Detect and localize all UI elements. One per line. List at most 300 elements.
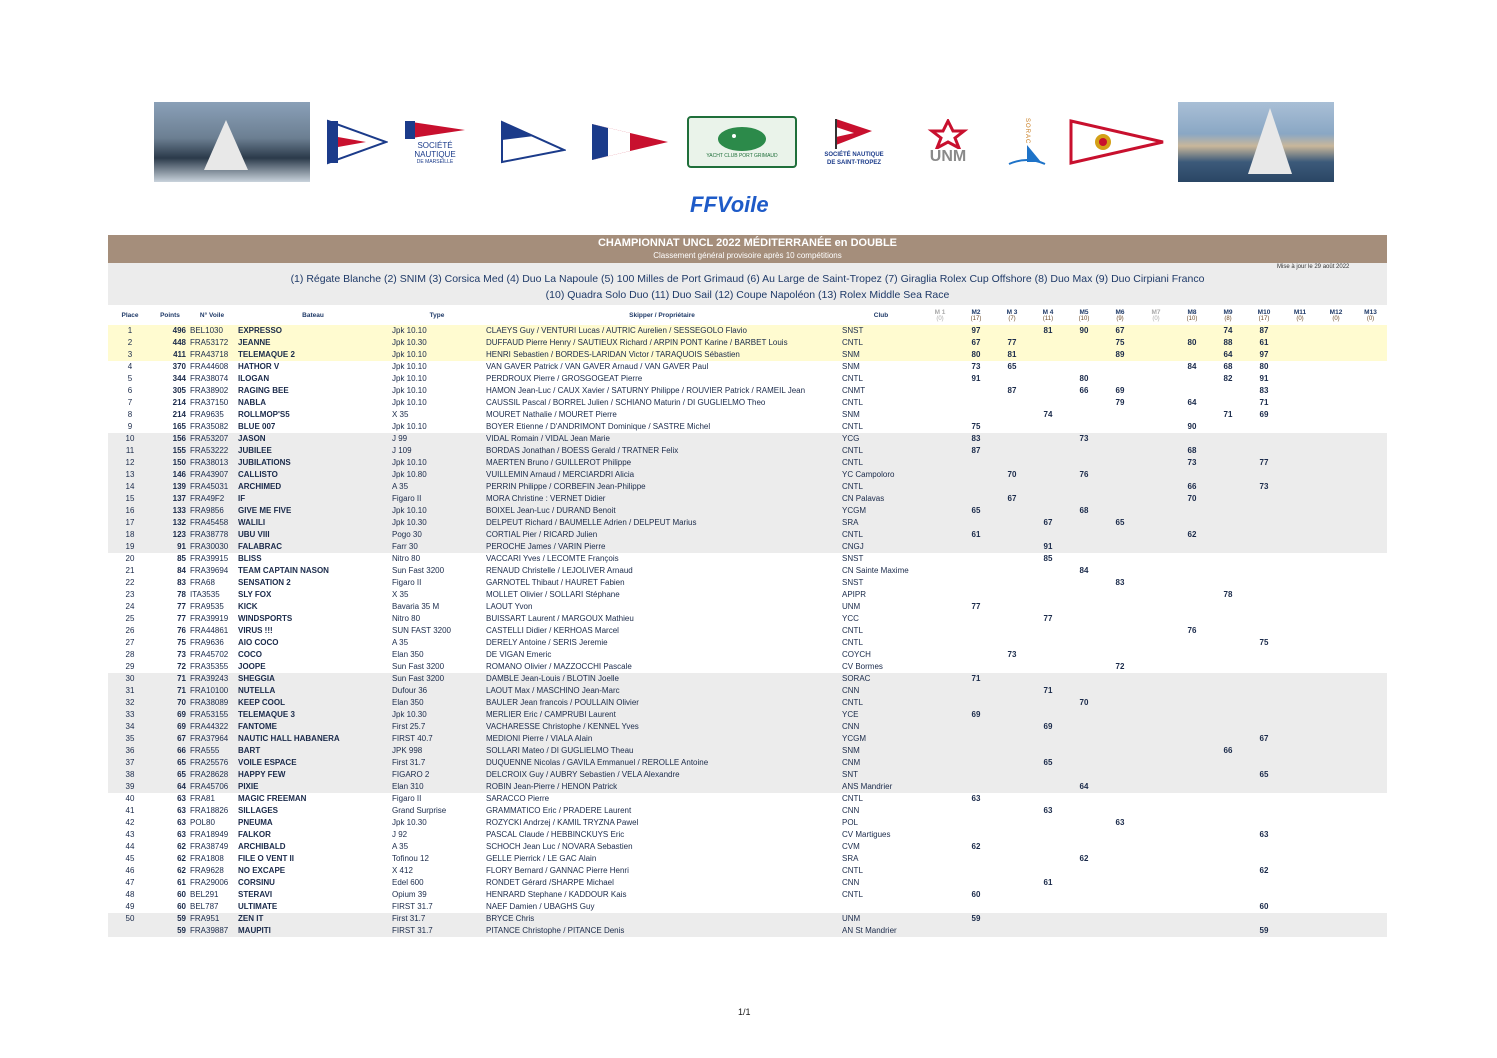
sail-number-cell: FRA53222 <box>188 445 236 457</box>
points-cell: 75 <box>177 638 186 647</box>
score-m12-cell <box>1318 793 1354 805</box>
score-m12-cell <box>1318 517 1354 529</box>
score-m6-cell <box>1102 457 1138 469</box>
score-m12-cell <box>1318 877 1354 889</box>
place-cell: 37 <box>108 757 152 769</box>
score-m13-cell <box>1354 913 1387 925</box>
header-club: Club <box>873 311 889 319</box>
score-m3-cell <box>994 421 1030 433</box>
score-m8-cell <box>1174 565 1210 577</box>
place-cell: 48 <box>125 890 135 899</box>
type-cell: Pogo 30 <box>390 529 484 541</box>
score-m6-cell <box>1102 541 1138 553</box>
type-cell: FIGARO 2 <box>390 769 484 781</box>
type-cell: Dufour 36 <box>390 685 484 697</box>
type-cell: Figaro II <box>392 578 422 587</box>
score-m12-cell <box>1318 805 1354 817</box>
club-cell: CNTL <box>840 457 922 469</box>
score-m12-cell <box>1318 781 1354 793</box>
score-m8-cell: 76 <box>1187 626 1197 635</box>
score-m10-cell: 83 <box>1259 386 1269 395</box>
score-m4-cell <box>1030 745 1066 757</box>
score-m10-cell <box>1246 709 1282 721</box>
score-m6-cell <box>1102 877 1138 889</box>
header-m-count: (9) <box>1116 315 1124 322</box>
type-cell: Farr 30 <box>390 541 484 553</box>
points-cell: 64 <box>152 781 188 793</box>
score-m6-cell: 63 <box>1115 818 1125 827</box>
score-m2-cell <box>958 385 994 397</box>
type-cell: Jpk 10.10 <box>390 505 484 517</box>
table-row <box>108 613 1387 625</box>
table-row <box>108 361 1387 373</box>
score-m3-cell <box>994 529 1030 541</box>
place-cell: 20 <box>125 554 135 563</box>
boat-name-cell: FILE O VENT II <box>238 854 295 863</box>
score-m12-cell <box>1318 445 1354 457</box>
score-m5-cell <box>1066 637 1102 649</box>
header-m-label: M2 <box>971 308 981 316</box>
skipper-cell: LAOUT Yvon <box>486 602 533 611</box>
score-m4-cell <box>1030 397 1066 409</box>
boat-name-cell: BART <box>236 745 390 757</box>
score-m10-cell <box>1246 553 1282 565</box>
header-m2 <box>958 305 994 325</box>
score-m7-cell <box>1138 793 1174 805</box>
club-cell: CNTL <box>840 445 922 457</box>
score-m5-cell <box>1066 409 1102 421</box>
score-m8-cell <box>1174 889 1210 901</box>
type-cell: J 92 <box>392 830 408 839</box>
sail-number-cell: FRA30030 <box>188 541 236 553</box>
table-row <box>108 877 1387 889</box>
score-m11-cell <box>1282 349 1318 361</box>
score-m11-cell <box>1282 625 1318 637</box>
score-m11-cell <box>1282 673 1318 685</box>
score-m11-cell <box>1282 397 1318 409</box>
score-m6-cell <box>1102 421 1138 433</box>
type-cell: Jpk 10.10 <box>390 457 484 469</box>
points-cell: 63 <box>177 806 186 815</box>
place-cell: 31 <box>108 685 152 697</box>
type-cell: Jpk 10.10 <box>390 325 484 337</box>
score-m8-cell <box>1174 817 1210 829</box>
score-m9-cell <box>1210 769 1246 781</box>
score-m13-cell <box>1354 445 1387 457</box>
score-m12-cell <box>1318 769 1354 781</box>
score-m2-cell <box>958 769 994 781</box>
score-m13-cell <box>1354 697 1387 709</box>
score-m11-cell <box>1282 469 1318 481</box>
score-m3-cell <box>994 601 1030 613</box>
score-m6-cell <box>1102 481 1138 493</box>
score-m9-cell <box>1210 601 1246 613</box>
score-m8-cell <box>1174 829 1210 841</box>
score-m7-cell <box>1138 517 1174 529</box>
header-bateau: Bateau <box>302 311 324 319</box>
boat-name-cell: AIO COCO <box>238 638 279 647</box>
score-m7-cell <box>1138 541 1174 553</box>
score-m2-cell <box>958 697 994 709</box>
tricolor-pennant-logo <box>590 102 670 182</box>
score-m2-cell <box>958 517 994 529</box>
score-m7-cell <box>1138 529 1174 541</box>
score-m10-cell <box>1246 685 1282 697</box>
score-m3-cell <box>994 661 1030 673</box>
score-m13-cell <box>1354 769 1387 781</box>
score-m11-cell <box>1282 373 1318 385</box>
score-m2-cell <box>958 757 994 769</box>
points-cell: 66 <box>152 745 188 757</box>
score-m13-cell <box>1354 433 1387 445</box>
boat-name-cell: JUBILATIONS <box>236 457 390 469</box>
table-row <box>108 913 1387 925</box>
points-cell: 71 <box>152 685 188 697</box>
skipper-cell: GARNOTEL Thibaut / HAURET Fabien <box>486 578 625 587</box>
score-m6-cell <box>1102 493 1138 505</box>
club-cell: CNN <box>842 806 860 815</box>
score-m2-cell <box>958 733 994 745</box>
header-m-label: M8 <box>1187 308 1197 316</box>
place-cell: 3 <box>108 349 152 361</box>
score-m12-cell <box>1318 709 1354 721</box>
score-m4-cell <box>1030 469 1066 481</box>
regattas-line-2: (10) Quadra Solo Duo (11) Duo Sail (12) Coupe Napoléon (13) Rolex Middle Sea Race <box>545 289 950 301</box>
type-cell: Tofinou 12 <box>392 854 429 863</box>
page-number: 1/1 <box>738 1007 751 1017</box>
score-m11-cell <box>1282 361 1318 373</box>
score-m12-cell <box>1318 421 1354 433</box>
skipper-cell: CLAEYS Guy / VENTURI Lucas / AUTRIC Aurelien / SESSEGOLO Flavio <box>484 325 840 337</box>
score-m2-cell: 67 <box>958 337 994 349</box>
score-m5-cell <box>1066 493 1102 505</box>
score-m12-cell <box>1318 853 1354 865</box>
score-m9-cell <box>1210 877 1246 889</box>
score-m1-cell <box>922 601 958 613</box>
score-m10-cell <box>1246 613 1282 625</box>
club-cell: SNM <box>840 349 922 361</box>
score-m9-cell: 64 <box>1210 349 1246 361</box>
score-m11-cell <box>1282 769 1318 781</box>
score-m7-cell <box>1138 889 1174 901</box>
skipper-cell: VIDAL Romain / VIDAL Jean Marie <box>484 433 840 445</box>
points-cell: 62 <box>177 842 186 851</box>
snm-logo <box>400 102 470 182</box>
score-m10-cell: 65 <box>1246 769 1282 781</box>
score-m13-cell <box>1354 373 1387 385</box>
score-m12-cell <box>1318 481 1354 493</box>
table-row <box>108 541 1387 553</box>
place-cell: 25 <box>125 614 135 623</box>
score-m3-cell: 81 <box>994 349 1030 361</box>
score-m5-cell <box>1066 841 1102 853</box>
place-cell: 38 <box>108 769 152 781</box>
score-m9-cell <box>1210 697 1246 709</box>
score-m4-cell <box>1030 817 1066 829</box>
table-row <box>108 661 1387 673</box>
points-cell: 77 <box>177 602 186 611</box>
score-m6-cell <box>1102 733 1138 745</box>
score-m8-cell <box>1174 661 1210 673</box>
points-cell: 63 <box>177 794 186 803</box>
score-m7-cell <box>1138 685 1174 697</box>
table-row <box>108 685 1387 697</box>
skipper-cell: CASTELLI Didier / KERHOAS Marcel <box>486 626 619 635</box>
score-m7-cell <box>1138 553 1174 565</box>
table-row <box>108 445 1387 457</box>
score-m2-cell <box>958 457 994 469</box>
table-row <box>108 457 1387 469</box>
score-m5-cell <box>1066 481 1102 493</box>
score-m8-cell: 84 <box>1187 362 1197 371</box>
score-m12-cell <box>1318 589 1354 601</box>
club-cell: SNST <box>842 554 864 563</box>
score-m3-cell <box>994 505 1030 517</box>
skipper-cell: BUISSART Laurent / MARGOUX Mathieu <box>486 614 634 623</box>
place-cell: 2 <box>108 337 152 349</box>
score-m10-cell: 60 <box>1259 902 1269 911</box>
score-m3-cell <box>994 913 1030 925</box>
sail-number-cell: FRA18949 <box>190 830 229 839</box>
club-cell: CNGJ <box>840 541 922 553</box>
score-m2-cell <box>958 469 994 481</box>
skipper-cell: CORTIAL Pier / RICARD Julien <box>484 529 840 541</box>
score-m13-cell <box>1354 877 1387 889</box>
header-m12 <box>1318 305 1354 325</box>
type-cell: Edel 600 <box>392 878 424 887</box>
score-m7-cell <box>1138 637 1174 649</box>
table-row <box>108 709 1387 721</box>
score-m3-cell: 73 <box>1007 650 1017 659</box>
club-cell: CNN <box>842 878 860 887</box>
score-m12-cell <box>1318 625 1354 637</box>
score-m10-cell <box>1246 673 1282 685</box>
type-cell: Jpk 10.10 <box>392 422 427 431</box>
score-m8-cell <box>1174 409 1210 421</box>
club-cell: YCG <box>840 433 922 445</box>
score-m8-cell <box>1174 601 1210 613</box>
score-m9-cell <box>1210 661 1246 673</box>
score-m4-cell <box>1030 637 1066 649</box>
score-m12-cell <box>1318 349 1354 361</box>
score-m7-cell <box>1138 493 1174 505</box>
boat-name-cell: PIXIE <box>236 781 390 793</box>
boat-name-cell: ILOGAN <box>238 374 270 383</box>
ffvoile-voile: Voile <box>716 192 769 217</box>
score-m7-cell <box>1138 673 1174 685</box>
score-m3-cell <box>994 793 1030 805</box>
score-m5-cell <box>1066 901 1102 913</box>
score-m10-cell <box>1246 517 1282 529</box>
score-m13-cell <box>1354 709 1387 721</box>
skipper-cell: DUFFAUD Pierre Henry / SAUTIEUX Richard / ARPIN PONT Karine / BARBET Louis <box>484 337 840 349</box>
boat-name-cell: ZEN IT <box>236 913 390 925</box>
place-cell: 14 <box>108 481 152 493</box>
score-m6-cell <box>1102 601 1138 613</box>
table-row <box>108 697 1387 709</box>
score-m10-cell <box>1246 805 1282 817</box>
score-m5-cell: 84 <box>1079 566 1089 575</box>
place-cell: 15 <box>108 493 152 505</box>
score-m11-cell <box>1282 553 1318 565</box>
score-m11-cell <box>1282 457 1318 469</box>
score-m10-cell <box>1246 469 1282 481</box>
skipper-cell: MAERTEN Bruno / GUILLEROT Philippe <box>484 457 840 469</box>
boat-name-cell: FALABRAC <box>236 541 390 553</box>
score-m11-cell <box>1282 829 1318 841</box>
boat-name-cell: UBU VIII <box>236 529 390 541</box>
sail-number-cell: FRA951 <box>188 913 236 925</box>
points-cell: 83 <box>177 578 186 587</box>
score-m6-cell <box>1102 829 1138 841</box>
score-m5-cell <box>1066 421 1102 433</box>
score-m9-cell <box>1210 841 1246 853</box>
boat-name-cell: TELEMAQUE 3 <box>236 709 390 721</box>
score-m11-cell <box>1282 913 1318 925</box>
score-m5-cell: 70 <box>1066 697 1102 709</box>
score-m12-cell <box>1318 673 1354 685</box>
header-m-count: (11) <box>1042 315 1054 322</box>
score-m8-cell: 90 <box>1187 422 1197 431</box>
table-row <box>108 505 1387 517</box>
score-m10-cell: 67 <box>1246 733 1282 745</box>
score-m2-cell: 63 <box>971 794 981 803</box>
score-m4-cell <box>1030 781 1066 793</box>
sail-number-cell: POL80 <box>190 818 215 827</box>
score-m1-cell <box>922 517 958 529</box>
type-cell: Jpk 10.10 <box>390 349 484 361</box>
type-cell: FIRST 31.7 <box>392 902 433 911</box>
type-cell: Elan 350 <box>392 650 424 659</box>
score-m12-cell <box>1318 901 1354 913</box>
score-m12-cell <box>1318 325 1354 337</box>
score-m5-cell <box>1066 877 1102 889</box>
table-row <box>108 529 1387 541</box>
score-m11-cell <box>1282 697 1318 709</box>
score-m1-cell <box>922 685 958 697</box>
score-m13-cell <box>1354 805 1387 817</box>
club-cell: CNTL <box>840 529 922 541</box>
score-m10-cell: 71 <box>1259 398 1269 407</box>
type-cell: Figaro II <box>390 493 484 505</box>
score-m7-cell <box>1138 649 1174 661</box>
type-cell: Sun Fast 3200 <box>390 673 484 685</box>
score-m8-cell <box>1174 469 1210 481</box>
score-m3-cell <box>994 397 1030 409</box>
score-m11-cell <box>1282 601 1318 613</box>
skipper-cell: NAEF Damien / UBAGHS Guy <box>486 902 595 911</box>
score-m10-cell: 63 <box>1259 830 1269 839</box>
score-m5-cell <box>1066 649 1102 661</box>
place-cell: 10 <box>108 433 152 445</box>
score-m5-cell <box>1066 721 1102 733</box>
place-cell: 6 <box>127 386 133 395</box>
sail-number-cell: FRA39887 <box>188 925 236 937</box>
score-m2-cell: 87 <box>958 445 994 457</box>
score-m9-cell <box>1210 565 1246 577</box>
score-m6-cell <box>1102 469 1138 481</box>
score-m13-cell <box>1354 529 1387 541</box>
boat-name-cell: MAUPITI <box>236 925 390 937</box>
sail-number-cell: FRA37964 <box>188 733 236 745</box>
score-m8-cell <box>1174 709 1210 721</box>
score-m4-cell <box>1030 853 1066 865</box>
score-m1-cell <box>922 433 958 445</box>
score-m12-cell <box>1318 553 1354 565</box>
score-m10-cell: 62 <box>1259 866 1269 875</box>
score-m6-cell: 65 <box>1102 517 1138 529</box>
score-m11-cell <box>1282 589 1318 601</box>
score-m5-cell <box>1066 673 1102 685</box>
place-cell: 21 <box>125 566 135 575</box>
score-m1-cell <box>922 781 958 793</box>
club-cell: CN Sainte Maxime <box>842 566 909 575</box>
score-m10-cell <box>1246 781 1282 793</box>
score-m13-cell <box>1354 601 1387 613</box>
club-cell: AN St Mandrier <box>840 925 922 937</box>
sailing-photo-right <box>1178 102 1334 182</box>
table-row <box>108 565 1387 577</box>
score-m2-cell: 65 <box>958 505 994 517</box>
table-row <box>108 637 1387 649</box>
points-cell: 132 <box>152 517 188 529</box>
score-m4-cell <box>1030 769 1066 781</box>
score-m1-cell <box>922 577 958 589</box>
score-m7-cell <box>1138 913 1174 925</box>
snst-text-1: SOCIÉTÉ NAUTIQUE <box>824 152 884 158</box>
score-m13-cell <box>1354 505 1387 517</box>
header-m6 <box>1102 305 1138 325</box>
type-cell: Elan 310 <box>390 781 484 793</box>
place-cell: 34 <box>108 721 152 733</box>
score-m4-cell <box>1030 925 1066 937</box>
score-m9-cell <box>1210 673 1246 685</box>
score-m11-cell <box>1282 421 1318 433</box>
points-cell: 67 <box>152 733 188 745</box>
place-cell: 8 <box>127 410 133 419</box>
header-m-count: (10) <box>1078 315 1090 322</box>
score-m4-cell <box>1030 589 1066 601</box>
score-m4-cell: 65 <box>1030 757 1066 769</box>
score-m9-cell <box>1210 709 1246 721</box>
sail-number-cell: FRA39243 <box>188 673 236 685</box>
score-m1-cell <box>922 409 958 421</box>
place-cell: 13 <box>108 469 152 481</box>
score-m1-cell <box>922 805 958 817</box>
score-m9-cell: 88 <box>1210 337 1246 349</box>
points-cell: 63 <box>177 830 186 839</box>
score-m8-cell <box>1174 325 1210 337</box>
type-cell: Figaro II <box>392 794 422 803</box>
score-m3-cell <box>994 925 1030 937</box>
points-cell: 84 <box>177 566 186 575</box>
score-m11-cell <box>1282 565 1318 577</box>
score-m7-cell <box>1138 469 1174 481</box>
header-m-count: (7) <box>1008 315 1016 322</box>
score-m6-cell <box>1102 853 1138 865</box>
score-m2-cell: 73 <box>971 362 981 371</box>
type-cell: FIRST 40.7 <box>390 733 484 745</box>
score-m9-cell <box>1210 817 1246 829</box>
score-m4-cell <box>1030 673 1066 685</box>
score-m6-cell <box>1102 373 1138 385</box>
points-cell: 72 <box>177 662 186 671</box>
boat-name-cell: WALILI <box>236 517 390 529</box>
place-cell: 17 <box>108 517 152 529</box>
place-cell: 7 <box>127 398 133 407</box>
boat-name-cell: CORSINU <box>238 878 275 887</box>
score-m11-cell <box>1282 541 1318 553</box>
